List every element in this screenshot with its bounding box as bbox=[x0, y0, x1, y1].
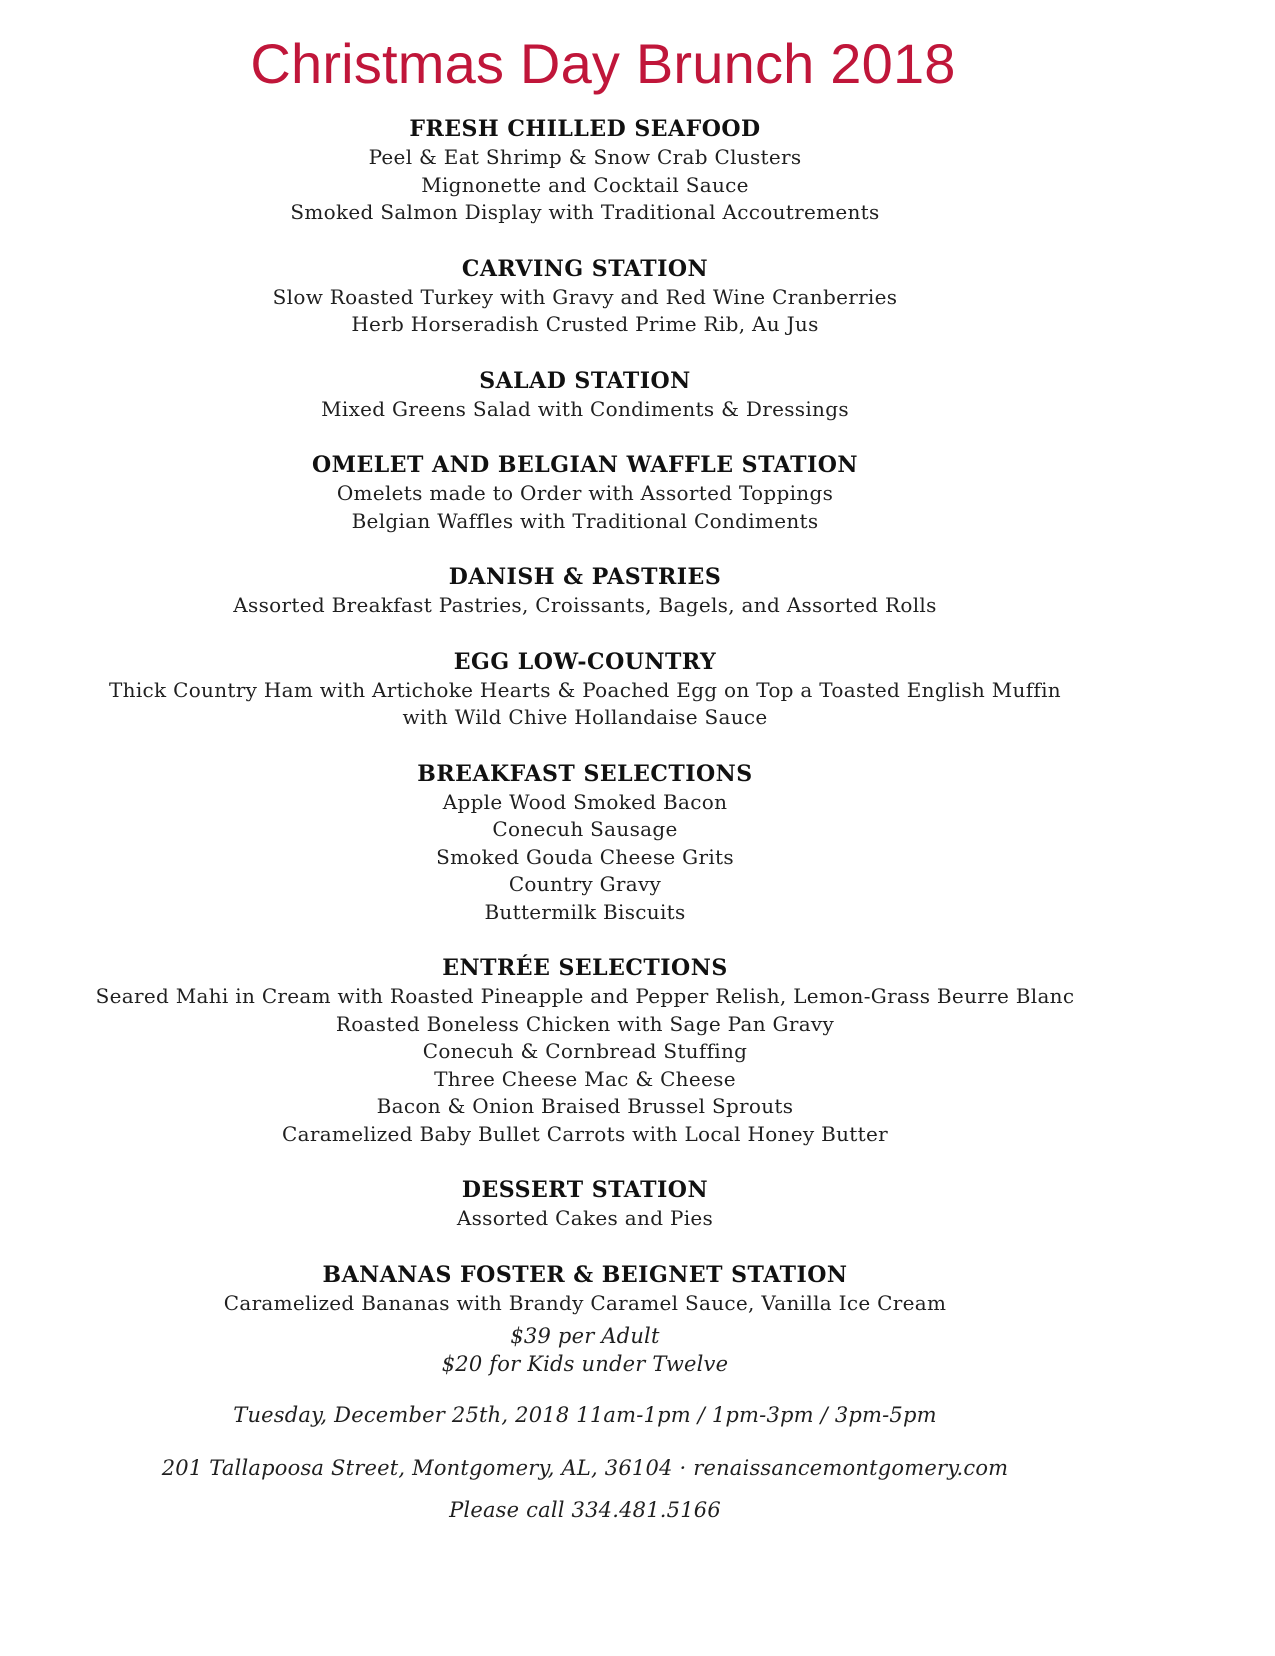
menu-item: Roasted Boneless Chicken with Sage Pan Gravy bbox=[335, 1011, 835, 1036]
menu-sections bbox=[0, 114, 1170, 1317]
section-heading: FRESH CHILLED SEAFOOD bbox=[409, 116, 761, 142]
menu-item: Peel & Eat Shrimp & Snow Crab Clusters bbox=[368, 145, 802, 169]
section-heading: DANISH & PASTRIES bbox=[448, 564, 722, 590]
menu-item: Belgian Waffles with Traditional Condiments bbox=[351, 508, 819, 533]
menu-item: with Wild Chive Hollandaise Sauce bbox=[402, 705, 768, 729]
menu-item: Caramelized Baby Bullet Carrots with Local Honey Butter bbox=[282, 1121, 888, 1146]
menu-item: Omelets made to Order with Assorted Toppings bbox=[336, 481, 834, 505]
kids-price: $20 for Kids under Twelve bbox=[441, 1351, 729, 1376]
menu-section-pastries bbox=[0, 562, 1170, 620]
menu-item: Buttermilk Biscuits bbox=[484, 899, 686, 924]
venue-address: 201 Tallapoosa Street, Montgomery, AL, 36104 · renaissancemontgomery.com bbox=[161, 1456, 1009, 1480]
menu-item: Mixed Greens Salad with Condiments & Dressings bbox=[321, 396, 849, 421]
menu-item: Assorted Breakfast Pastries, Croissants, Bagels, and Assorted Rolls bbox=[233, 593, 937, 617]
phone-contact: Please call 334.481.5166 bbox=[449, 1498, 721, 1522]
menu-item: Three Cheese Mac & Cheese bbox=[434, 1066, 736, 1091]
menu-section-seafood bbox=[0, 114, 1170, 227]
menu-item: Seared Mahi in Cream with Roasted Pineapple and Pepper Relish, Lemon-Grass Beurre Blanc bbox=[95, 984, 1075, 1008]
section-heading: ENTRÉE SELECTIONS bbox=[442, 955, 728, 981]
section-heading: BREAKFAST SELECTIONS bbox=[417, 760, 753, 787]
section-heading: BANANAS FOSTER & BEIGNET STATION bbox=[322, 1261, 848, 1288]
menu-item: Assorted Cakes and Pies bbox=[456, 1206, 714, 1230]
section-heading: OMELET AND BELGIAN WAFFLE STATION bbox=[311, 452, 859, 478]
menu-item: Slow Roasted Turkey with Gravy and Red Wine Cranberries bbox=[272, 284, 898, 309]
menu-section-carving bbox=[0, 254, 1170, 339]
adult-price: $39 per Adult bbox=[510, 1324, 660, 1348]
menu-section-omelet-waffle bbox=[0, 450, 1170, 535]
menu-section-bananas-foster bbox=[0, 1260, 1170, 1318]
section-heading: EGG LOW-COUNTRY bbox=[453, 648, 717, 675]
section-heading: CARVING STATION bbox=[461, 255, 709, 282]
menu-section-egg-low-country bbox=[0, 647, 1170, 732]
menu-section-dessert bbox=[0, 1175, 1170, 1233]
menu-item: Smoked Salmon Display with Traditional Accoutrements bbox=[290, 200, 880, 224]
section-heading: SALAD STATION bbox=[479, 367, 691, 394]
menu-section-salad bbox=[0, 366, 1170, 424]
menu-item: Conecuh & Cornbread Stuffing bbox=[422, 1039, 748, 1063]
menu-item: Apple Wood Smoked Bacon bbox=[442, 789, 728, 814]
menu-item: Smoked Gouda Cheese Grits bbox=[436, 844, 734, 869]
menu-section-breakfast bbox=[0, 759, 1170, 927]
pricing bbox=[0, 1323, 1170, 1378]
menu-item: Country Gravy bbox=[508, 872, 662, 896]
menu-item: Mignonette and Cocktail Sauce bbox=[421, 172, 749, 197]
menu-item: Thick Country Ham with Artichoke Hearts & Poached Egg on Top a Toasted English Muffin bbox=[109, 677, 1061, 702]
menu-item: Bacon & Onion Braised Brussel Sprouts bbox=[376, 1094, 794, 1118]
menu-item: Caramelized Bananas with Brandy Caramel Sauce, Vanilla Ice Cream bbox=[223, 1290, 947, 1315]
menu-section-entree bbox=[0, 953, 1170, 1148]
section-heading: DESSERT STATION bbox=[461, 1177, 709, 1203]
menu-item: Herb Horseradish Crusted Prime Rib, Au Jus bbox=[351, 312, 819, 336]
event-schedule: Tuesday, December 25th, 2018 11am-1pm / 1pm-3pm / 3pm-5pm bbox=[233, 1403, 937, 1427]
page-title: Christmas Day Brunch 2018 bbox=[250, 32, 956, 95]
menu-item: Conecuh Sausage bbox=[492, 817, 678, 841]
